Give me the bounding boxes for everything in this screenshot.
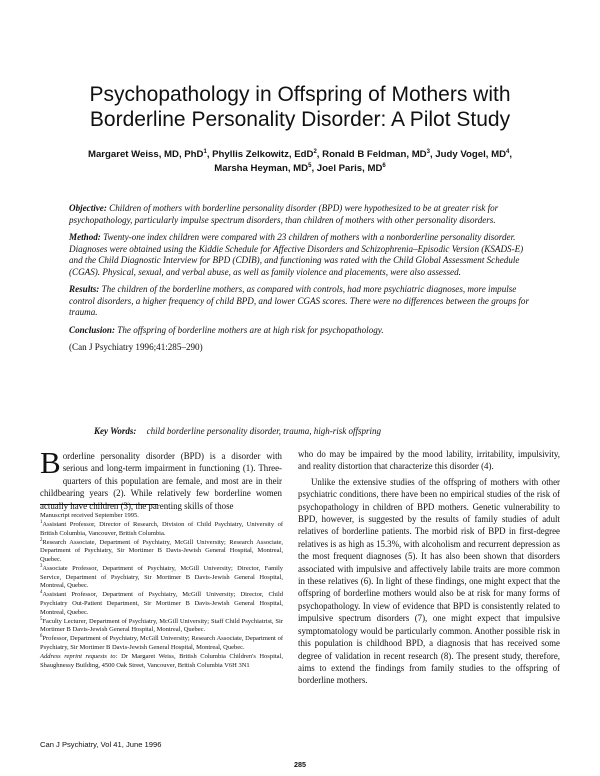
footnote-5: $^5$Faculty Lecturer, Department of Psychiatry, McGill University; Staff Child Psychiatrist, Sir Mortimer B Davis-Jewish General Hospital, Montreal, Quebec. — [40, 616, 283, 634]
title-line-2: Borderline Personality Disorder: A Pilot Study — [89, 108, 511, 131]
author-4: Judy Vogel, $MD^4$, — [435, 148, 513, 160]
abstract — [69, 203, 535, 360]
journal-footer: Can J Psychiatry, Vol 41, June 1996 — [40, 740, 162, 749]
body-column-left — [40, 445, 282, 512]
footnote-divider — [40, 504, 158, 505]
footnote-3: $^3$Associate Professor, Department of Psychiatry, McGill University; Director, Family Service, Department of Psychiatry, Sir Mortimer B Davis-Jewish General Hospital, Montreal, Quebec. — [40, 563, 283, 590]
body-column-right — [298, 448, 560, 687]
page-number: 285 — [294, 760, 306, 769]
results-text: The children of the borderline mothers, as compared with controls, had more psychiatric diagnoses, more impulse control disorders, a higher frequency of child BPD, and lower CGAS scores. There were no differences between the groups for trauma. — [69, 284, 530, 317]
abstract-objective — [69, 203, 535, 226]
method-text: Twenty-one index children were compared with 23 children of mothers with a nonborderline personality disorder. Diagnoses were obtained using the Kiddie Schedule for Affective Disorders and Schizophrenia–Episodic Version (KSADS-E) and the Child Diagnostic Interview for BPD (CDIB), and functioning was rated with the Child Global Assessment Schedule (CGAS). Physical, sexual, and verbal abuse, as well as family violence and placements, were also assessed. — [69, 232, 524, 277]
conclusion-text: The offspring of borderline mothers are at high risk for psychopathology. — [117, 324, 384, 335]
right-paragraph-2: Unlike the extensive studies of the offspring of mothers with other psychiatric conditions, there have been no empirical studies of the risk of psychopathology in children of BPD mothers. Genetic vulnerability to BPD, however, is suggested by the results of family studies of adult relatives of borderline patients. The morbid risk of BPD in first-degree relatives is as high as 15.3%, with alcoholism and recurrent depression as the most frequent diagnoses (5). It has also been shown that disorders associated with impulsive and affectively labile traits are more common in these relatives (6). In light of these findings, one might expect that the offspring of borderline mothers would also be at risk for many forms of psychopathology. In view of evidence that BPD is consistently related to impulsive spectrum disorders (7), one might expect that impulsive symptomatology would be particularly common. Another possible risk in this population is childhood BPD, a diagnosis that has received some degree of validation in recent research (8). The present study, therefore, aims to extend the findings from family studies to the offspring of borderline mothers. — [298, 476, 560, 686]
conclusion-label: Conclusion: — [69, 324, 115, 335]
objective-label: Objective: — [69, 203, 107, 213]
key-words-label: Key Words: — [94, 426, 137, 436]
intro-paragraph-text: orderline personality disorder (BPD) is a disorder with serious and long-term impairment in functioning (1). Three-quarters of this population are female, and most are in their childbearing years (2). While relatively few borderline women actually have children (3), the parenting skills of those — [40, 451, 282, 511]
key-words — [94, 426, 534, 436]
key-words-text: child borderline personality disorder, trauma, high-risk offspring — [146, 426, 382, 436]
reprint-address: Address reprint requests to: Dr Margaret Weiss, British Columbia Children's Hospital, Shaughnessy Building, 4500 Oak Street, Vancouver, British Columbia V6H 3N1 — [40, 653, 283, 669]
title-line-1: Psychopathology in Offspring of Mothers with — [89, 83, 511, 106]
footnote-1: $^1$Assistant Professor, Director of Research, Division of Child Psychiatry, University of British Columbia, Vancouver, British Columbia. — [40, 519, 283, 537]
article-title — [30, 82, 570, 132]
author-5: Marsha Heyman, $MD^5$, — [214, 162, 317, 174]
abstract-results — [69, 284, 535, 319]
author-list — [40, 148, 560, 176]
author-3: Ronald B Feldman, $MD^3$, — [322, 148, 436, 160]
method-label: Method: — [69, 232, 101, 242]
abstract-conclusion — [69, 325, 535, 337]
results-label: Results: — [69, 284, 100, 294]
footnote-4: $^4$Assistant Professor, Department of Psychiatry, McGill University; Director, Child Psychiatry Out-Patient Department, Sir Mortimer B Davis-Jewish General Hospital, Montreal, Quebec. — [40, 590, 283, 616]
objective-text: Children of mothers with borderline personality disorder (BPD) were hypothesized to be at greater risk for psychopathology, particularly impulse spectrum disorders, than children of mothers with other personality disorders. — [69, 203, 499, 225]
drop-cap: B — [40, 445, 61, 480]
footnote-6: $^6$Professor, Department of Psychiatry, McGill University; Research Associate, Department of Psychiatry, Sir Mortimer B Davis-Jewish General Hospital, Montreal, Quebec. — [40, 634, 283, 651]
author-1: Margaret Weiss, MD, PhD$^1$, — [87, 148, 213, 160]
footnote-2: $^2$Research Associate, Department of Psychiatry, McGill University; Research Associate, Department of Psychiatry, Sir Mortimer B Davis-Jewish General Hospital, Montreal, Quebec. — [40, 537, 283, 563]
author-2: Phyllis Zelkowitz, EdD$^2$, — [212, 148, 323, 160]
author-6: Joel Paris, $MD^6$ — [316, 162, 386, 174]
abstract-method — [69, 232, 535, 278]
footnotes — [40, 512, 283, 671]
right-paragraph-1: who do may be impaired by the mood lability, irritability, impulsivity, and reality distortion that characterize this disorder (4). — [298, 449, 560, 472]
manuscript-received: Manuscript received September 1995. — [40, 512, 139, 519]
intro-paragraph — [40, 445, 282, 512]
journal-citation: (Can J Psychiatry 1996;41:285–290) — [69, 342, 203, 352]
